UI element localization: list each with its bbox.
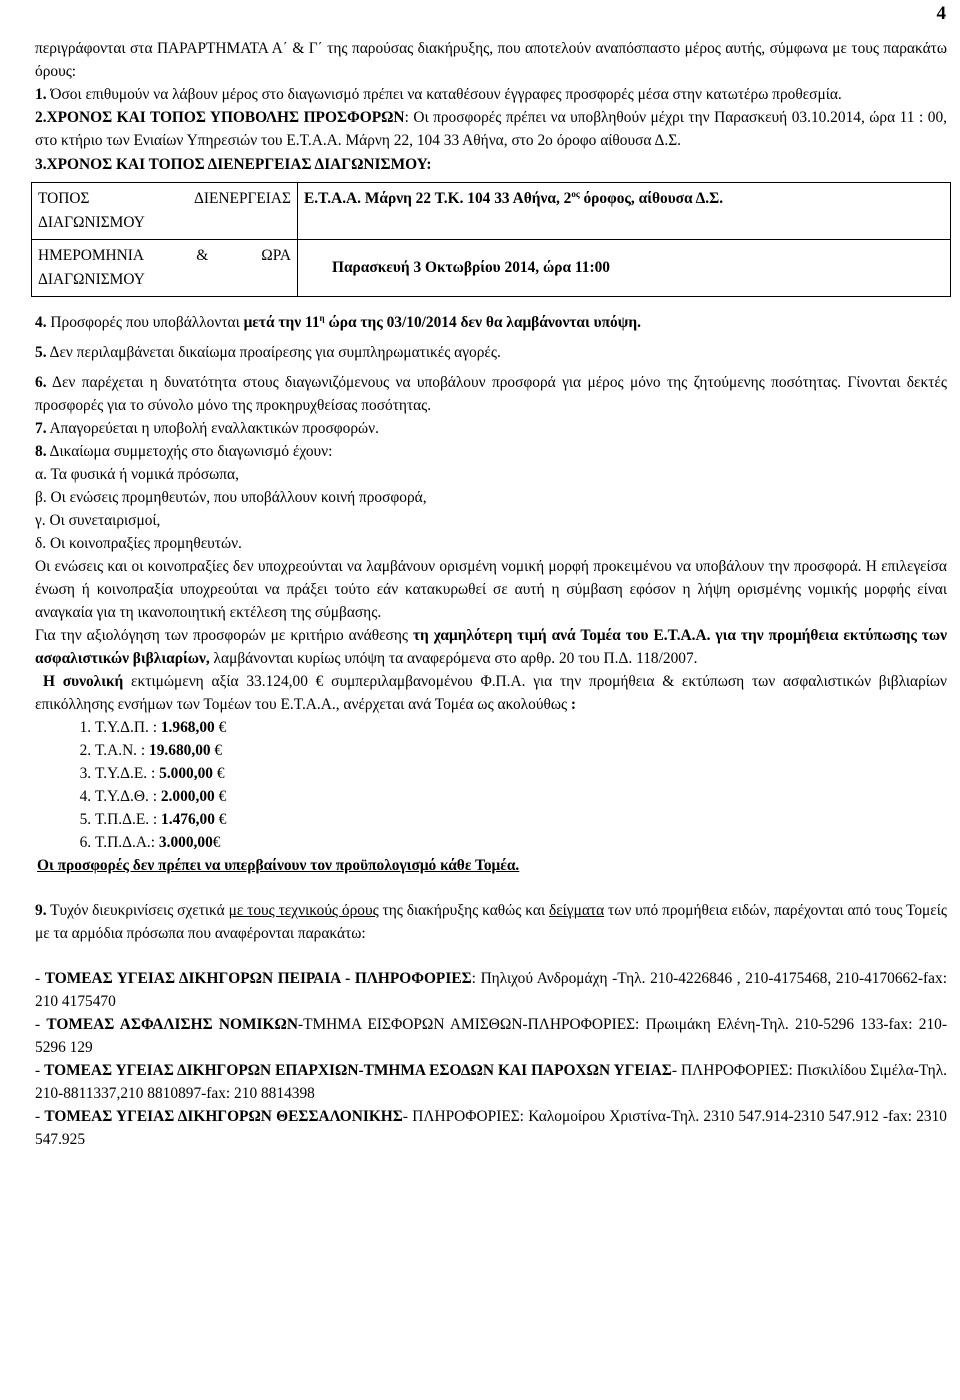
euro-icon: € (213, 765, 225, 782)
term-8-number: 8. (35, 443, 47, 460)
list-item (95, 808, 947, 831)
term-3-heading: 3.ΧΡΟΝΟΣ ΚΑΙ ΤΟΠΟΣ ΔΙΕΝΕΡΓΕΙΑΣ ΔΙΑΓΩΝΙΣΜΟΥ: (35, 156, 432, 173)
evaluation-paragraph (35, 624, 947, 670)
list-item: γ. Οι συνεταιρισμοί, (35, 512, 161, 529)
budget-label: Τ.Υ.Δ.Θ. : (95, 788, 161, 805)
budget-list (35, 716, 947, 854)
contact-item (35, 1105, 947, 1151)
term-9-underline-samples: δείγματα (548, 902, 605, 919)
budget-amount: 1.476,00 (161, 811, 215, 828)
term-4-sup: η (319, 312, 325, 323)
contact-item (35, 967, 947, 1013)
document-body (35, 37, 947, 1151)
term-9-underline-terms: με τους τεχνικούς όρους (228, 902, 379, 919)
term-4-bold-tail: ώρα της 03/10/2014 δεν θα λαμβάνονται υπόψη. (324, 314, 641, 331)
list-item: δ. Οι κοινοπραξίες προμηθευτών. (35, 535, 242, 552)
term-4-number: 4. (35, 314, 47, 331)
evaluation-text-tail: λαμβάνονται κυρίως υπόψη τα αναφερόμενα στο αρθρ. 20 του Π.Δ. 118/2007. (209, 650, 698, 667)
budget-amount: 1.968,00 (160, 719, 215, 736)
table-row (32, 183, 951, 240)
list-item (95, 739, 947, 762)
intro-paragraph: περιγράφονται στα ΠΑΡΑΡΤΗΜΑΤΑ Α΄ & Γ΄ της παρούσας διακήρυξης, που αποτελούν αναπόσπαστο μέρος αυτής, σύμφωνα με τους παρακάτω όρους: (35, 40, 947, 80)
contact-sector: ΤΟΜΕΑΣ ΥΓΕΙΑΣ ΔΙΚΗΓΟΡΩΝ ΕΠΑΡΧΙΩΝ-ΤΜΗΜΑ ΕΣΟΔΩΝ ΚΑΙ ΠΑΡΟΧΩΝ ΥΓΕΙΑΣ (44, 1062, 672, 1079)
list-item (95, 762, 947, 785)
term-4-text: Προσφορές που υποβάλλονται (46, 314, 244, 331)
term-1-text: Όσοι επιθυμούν να λάβουν μέρος στο διαγωνισμό πρέπει να καταθέσουν έγγραφες προσφορές μέσα στην κατωτέρω προθεσμία. (46, 86, 842, 103)
budget-amount: 2.000,00 (160, 788, 215, 805)
budget-note-text: Οι προσφορές δεν πρέπει να υπερβαίνουν τον προϋπολογισμό κάθε Τομέα. (37, 857, 520, 874)
list-item (95, 831, 947, 854)
evaluation-bold: τη χαμηλότερη τιμή ανά Τομέα του Ε.Τ.Α.Α. για την προμήθεια εκτύπωσης των ασφαλιστικών βιβλιαρίων, (35, 627, 947, 667)
spacer (35, 877, 947, 899)
contact-details: - ΠΛΗΡΟΦΟΡΙΕΣ: Καλομοίρου Χριστίνα-Τηλ. 2310 547.914-2310 547.912 -fax: 2310 547.925 (35, 1108, 947, 1148)
budget-note (37, 854, 947, 877)
datetime-label: ΗΜΕΡΟΜΗΝΙΑ & ΩΡΑ ΔΙΑΓΩΝΙΣΜΟΥ (32, 240, 298, 297)
total-text: εκτιμώμενη αξία 33.124,00 € συμπεριλαμβανομένου Φ.Π.Α. για την προμήθεια & εκτύπωση των ασφαλιστικών βιβλιαρίων επικόλλησης ενσήμων των Τομέων του Ε.Τ.Α.Α., ανέρχεται ανά Τομέα ως ακολούθως (35, 673, 948, 713)
term-5-text: Δεν περιλαμβάνεται δικαίωμα προαίρεσης για συμπληρωματικές αγορές. (46, 344, 501, 361)
budget-amount: 5.000,00 (159, 765, 213, 782)
budget-amount: 19.680,00 (149, 742, 211, 759)
term-9 (35, 899, 947, 945)
budget-amount: 3.000,00 (158, 834, 213, 851)
term-4-bold: μετά την 11 (243, 314, 320, 331)
euro-icon: € (214, 788, 227, 805)
term-5-number: 5. (35, 344, 47, 361)
term-7 (35, 417, 947, 440)
evaluation-text: Για την αξιολόγηση των προσφορών με κριτήριο ανάθεσης (35, 627, 413, 644)
term-9-number: 9. (35, 902, 47, 919)
dash: - (35, 1016, 47, 1033)
contact-item (35, 1013, 947, 1059)
budget-label: Τ.Υ.Δ.Ε. : (95, 765, 160, 782)
venue-label: ΤΟΠΟΣ ΔΙΕΝΕΡΓΕΙΑΣ ΔΙΑΓΩΝΙΣΜΟΥ (32, 183, 298, 240)
term-9-text-mid: της διακήρυξης καθώς και (378, 902, 549, 919)
spacer (35, 945, 947, 967)
total-bold: Η συνολική (43, 673, 124, 690)
dash: - (35, 1062, 45, 1079)
euro-icon: € (212, 834, 221, 851)
dash: - (35, 1108, 45, 1125)
contact-sector: ΤΟΜΕΑΣ ΥΓΕΙΑΣ ΔΙΚΗΓΟΡΩΝ ΠΕΙΡΑΙΑ - ΠΛΗΡΟΦΟΡΙΕΣ (44, 970, 472, 987)
term-2-heading: 2.ΧΡΟΝΟΣ ΚΑΙ ΤΟΠΟΣ ΥΠΟΒΟΛΗΣ ΠΡΟΣΦΟΡΩΝ (35, 109, 405, 126)
list-item: β. Οι ενώσεις προμηθευτών, που υποβάλλουν κοινή προσφορά, (35, 489, 427, 506)
datetime-value: Παρασκευή 3 Οκτωβρίου 2014, ώρα 11:00 (298, 240, 951, 297)
venue-table (31, 182, 951, 297)
venue-floor-suffix: ος (571, 188, 580, 199)
budget-label: Τ.Π.Δ.Ε. : (95, 811, 162, 828)
budget-label: Τ.Π.Δ.Α.: (95, 834, 159, 851)
contact-sector: ΤΟΜΕΑΣ ΥΓΕΙΑΣ ΔΙΚΗΓΟΡΩΝ ΘΕΣΣΑΛΟΝΙΚΗΣ (44, 1108, 403, 1125)
total-paragraph (35, 670, 947, 716)
list-item (95, 716, 947, 739)
term-4 (35, 311, 947, 334)
term-9-text-tail: των υπό προμήθεια ειδών, παρέχονται από τους Τομείς με τα αρμόδια πρόσωπα που αναφέρονται παρακάτω: (35, 902, 948, 942)
term-8 (35, 440, 947, 463)
term-2 (35, 106, 947, 152)
term-8-text: Δικαίωμα συμμετοχής στο διαγωνισμό έχουν: (46, 443, 333, 460)
venue-value (298, 183, 951, 240)
term-6-text: Δεν παρέχεται η δυνατότητα στους διαγωνιζόμενους να υποβάλουν προσφορά για μέρος μόνο της ζητούμενης ποσότητας. Γίνονται δεκτές προσφορές για το σύνολο μόνο της προκηρυχθείσας ποσότητας. (35, 374, 947, 414)
term-2-text: : Οι προσφορές πρέπει να υποβληθούν μέχρι την Παρασκευή 03.10.2014, ώρα 11 : 00, στο κτήριο των Ενιαίων Υπηρεσιών του Ε.Τ.Α.Α. Μάρνη 22, 104 33 Αθήνα, στο 2ο όροφο αίθουσα Δ.Σ. (35, 109, 947, 149)
list-item (95, 785, 947, 808)
consortium-paragraph: Οι ενώσεις και οι κοινοπραξίες δεν υποχρεούνται να λαμβάνουν ορισμένη νομική μορφή προκειμένου να υποβάλουν την προσφορά. Η επιλεγείσα ένωση ή κοινοπραξία υποχρεούται να πράξει τούτο εάν κατακυρωθεί σε αυτή η σύμβαση εφόσον η λήψη ορισμένης νομικής μορφής είναι αναγκαία για τη ικανοποιητική εκτέλεση της σύμβασης. (35, 558, 947, 621)
venue-room: όροφος, αίθουσα Δ.Σ. (579, 190, 724, 207)
dash: - (35, 970, 45, 987)
euro-icon: € (214, 719, 227, 736)
term-1 (35, 83, 947, 106)
term-1-number: 1. (35, 86, 47, 103)
contact-details: -ΤΜΗΜΑ ΕΙΣΦΟΡΩΝ ΑΜΙΣΘΩΝ-ΠΛΗΡΟΦΟΡΙΕΣ: Πρωιμάκη Ελένη-Τηλ. 210-5296 133-fax: 210-5296 129 (35, 1016, 947, 1056)
euro-icon: € (210, 742, 223, 759)
term-7-text: Απαγορεύεται η υποβολή εναλλακτικών προσφορών. (46, 420, 379, 437)
list-item: α. Τα φυσικά ή νομικά πρόσωπα, (35, 466, 239, 483)
budget-label: Τ.Α.Ν. : (95, 742, 150, 759)
euro-icon: € (214, 811, 227, 828)
contact-item (35, 1059, 947, 1105)
term-6-number: 6. (35, 374, 47, 391)
contact-details: : Πηλιχού Ανδρομάχη -Τηλ. 210-4226846 , 210-4175468, 210-4170662-fax: 210 4175470 (35, 970, 947, 1010)
total-colon: : (567, 696, 577, 713)
term-7-number: 7. (35, 420, 47, 437)
contact-sector: ΤΟΜΕΑΣ ΑΣΦΑΛΙΣΗΣ ΝΟΜΙΚΩΝ (46, 1016, 298, 1033)
term-9-text: Τυχόν διευκρινίσεις σχετικά (46, 902, 229, 919)
budget-label: Τ.Υ.Δ.Π. : (95, 719, 161, 736)
term-6 (35, 371, 947, 417)
term-5 (35, 341, 947, 364)
page-number: 4 (936, 3, 946, 24)
venue-address: Ε.Τ.Α.Α. Μάρνη 22 Τ.Κ. 104 33 Αθήνα, 2 (304, 190, 572, 207)
contact-details: - ΠΛΗΡΟΦΟΡΙΕΣ: Πισκιλίδου Σιμέλα-Τηλ. 210-8811337,210 8810897-fax: 210 8814398 (35, 1062, 948, 1102)
table-row (32, 240, 951, 297)
